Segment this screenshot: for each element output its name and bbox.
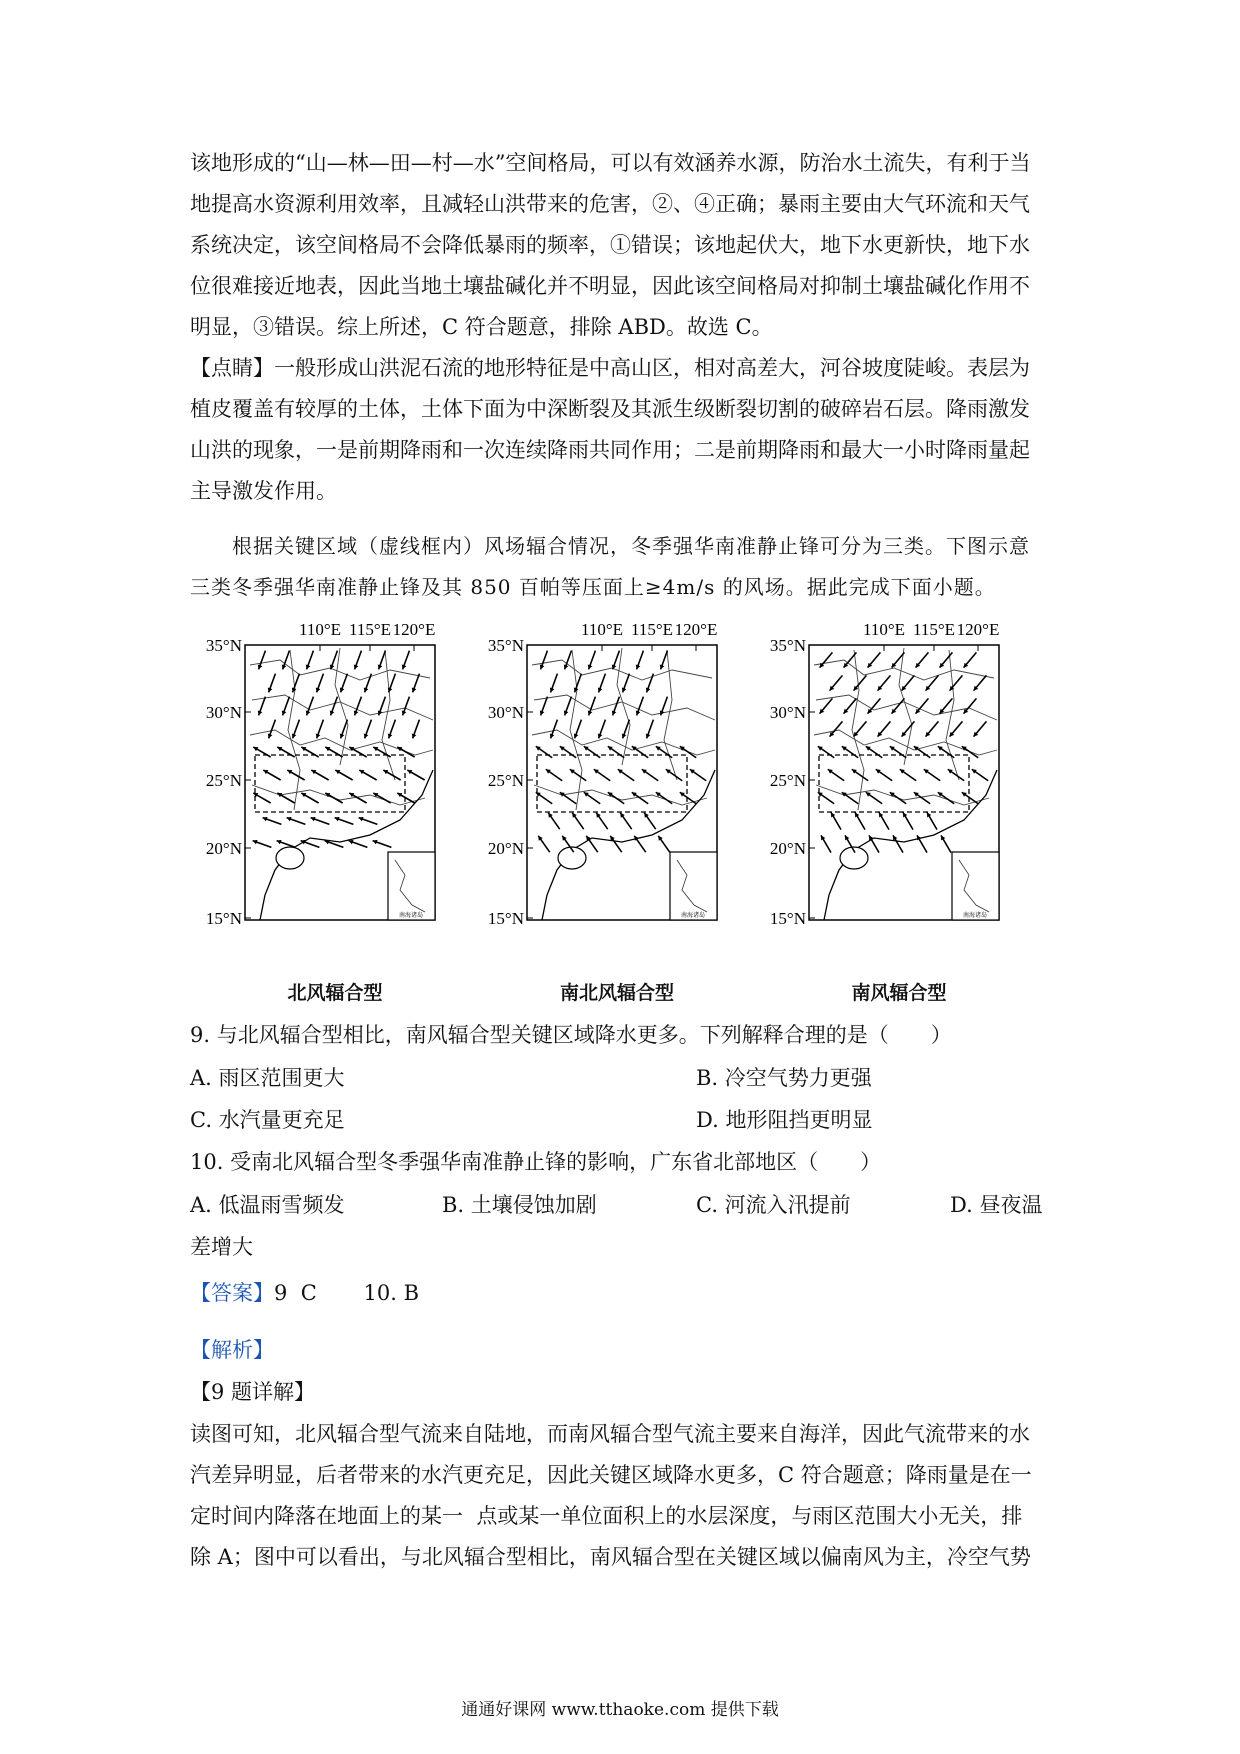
lat-label: 35°N [769, 636, 806, 655]
lat-label: 20°N [487, 839, 524, 858]
question-10-stem: 10. 受南北风辐合型冬季强华南准静止锋的影响，广东省北部地区（ ） [190, 1150, 882, 1174]
jiexi-label: 【解析】 [190, 1338, 274, 1362]
map-figure [754, 620, 1044, 975]
lon-label: 120°E [674, 620, 718, 639]
q10-option-b: B. 土壤侵蚀加剧 [442, 1193, 597, 1217]
lat-label: 15°N [205, 909, 242, 928]
dianjing-paragraph [190, 348, 1060, 512]
answer-text: 9 C 10. B [274, 1281, 420, 1305]
map-caption: 北风辐合型 [287, 982, 383, 1004]
text-line: 除 A；图中可以看出，与北风辐合型相比，南风辐合型在关键区域以偏南风为主，冷空气势 [190, 1545, 1031, 1569]
text-line: 汽差异明显，后者带来的水汽更充足，因此关键区域降水更多，C 符合题意；降雨量是在一 [190, 1463, 1032, 1487]
text-line: 系统决定，该空间格局不会降低暴雨的频率，①错误；该地起伏大，地下水更新快，地下水 [190, 233, 1030, 257]
intro-line: 三类冬季强华南准静止锋及其 850 百帕等压面上≥4m/s 的风场。据此完成下面小题。 [190, 575, 996, 599]
answer-label: 【答案】 [190, 1281, 274, 1305]
question-intro [190, 526, 1060, 608]
lat-label: 30°N [487, 703, 524, 722]
text-line: 主导激发作用。 [190, 479, 337, 503]
q9-option-c: C. 水汽量更充足 [190, 1108, 345, 1132]
text-line: 定时间内降落在地面上的某一 点或某一单位面积上的水层深度，与雨区范围大小无关，排 [190, 1504, 1023, 1528]
lon-label: 120°E [956, 620, 1000, 639]
inset-label: 南海诸岛 [962, 913, 988, 919]
lon-label: 115°E [912, 620, 956, 639]
text-line: 地提高水资源利用效率，且减轻山洪带来的危害，②、④正确；暴雨主要由大气环流和天气 [190, 192, 1030, 216]
lon-label: 110°E [862, 620, 906, 639]
inset-label: 南海诸岛 [680, 913, 706, 919]
q10-option-a: A. 低温雨雪频发 [190, 1193, 345, 1217]
lon-label: 115°E [348, 620, 392, 639]
map-south-convergence [754, 620, 1044, 1015]
south-china-sea-inset [670, 852, 717, 920]
text-line: 山洪的现象，一是前期降雨和一次连续降雨共同作用；二是前期降雨和最大一小时降雨量起 [190, 438, 1030, 462]
text-line: 位很难接近地表，因此当地土壤盐碱化并不明显，因此该空间格局对抑制土壤盐碱化作用不 [190, 274, 1030, 298]
text-line: 明显，③错误。综上所述，C 符合题意，排除 ABD。故选 C。 [190, 315, 773, 339]
text-line: 读图可知，北风辐合型气流来自陆地，而南风辐合型气流主要来自海洋，因此气流带来的水 [190, 1422, 1030, 1446]
lat-label: 30°N [205, 703, 242, 722]
q9-option-a: A. 雨区范围更大 [190, 1066, 345, 1090]
q9-option-b: B. 冷空气势力更强 [696, 1066, 872, 1090]
map-caption: 南风辐合型 [851, 982, 947, 1004]
lon-label: 110°E [580, 620, 624, 639]
q9-option-d: D. 地形阻挡更明显 [696, 1108, 873, 1132]
map-figure [190, 620, 480, 975]
text-line: 植皮覆盖有较厚的土体，土体下面为中深断裂及其派生级断裂切割的破碎岩石层。降雨激发 [190, 397, 1030, 421]
south-china-sea-inset [952, 852, 999, 920]
q10-option-d-continued: 差增大 [190, 1235, 253, 1259]
explanation-paragraph [190, 143, 1060, 348]
map-north-convergence [190, 620, 480, 1015]
lat-label: 35°N [205, 636, 242, 655]
q10-option-c: C. 河流入汛提前 [696, 1193, 851, 1217]
page-footer: 通通好课网 www.tthaoke.com 提供下载 [461, 1700, 779, 1720]
lat-label: 15°N [769, 909, 806, 928]
lat-label: 20°N [205, 839, 242, 858]
wind-field-maps [190, 620, 1070, 1015]
detail-paragraph [190, 1414, 1060, 1578]
map-caption: 南北风辐合型 [559, 982, 674, 1004]
lat-label: 25°N [769, 771, 806, 790]
map-north-south-convergence [472, 620, 762, 1015]
q10-option-d: D. 昼夜温 [950, 1193, 1043, 1217]
text-line: 该地形成的“山—林—田—村—水”空间格局，可以有效涵养水源，防治水土流失，有利于当 [190, 151, 1031, 175]
lat-label: 30°N [769, 703, 806, 722]
lat-label: 25°N [205, 771, 242, 790]
intro-line: 根据关键区域（虚线框内）风场辐合情况，冬季强华南准静止锋可分为三类。下图示意 [232, 534, 1030, 558]
question-9-stem: 9. 与北风辐合型相比，南风辐合型关键区域降水更多。下列解释合理的是（ ） [190, 1023, 952, 1047]
lon-label: 110°E [298, 620, 342, 639]
lat-label: 20°N [769, 839, 806, 858]
lat-label: 15°N [487, 909, 524, 928]
lat-label: 35°N [487, 636, 524, 655]
hainan-island [276, 847, 304, 869]
dianjing-label: 【点睛】 [190, 356, 274, 380]
inset-label: 南海诸岛 [398, 913, 424, 919]
lat-label: 25°N [487, 771, 524, 790]
dianjing-text: 一般形成山洪泥石流的地形特征是中高山区，相对高差大，河谷坡度陡峻。表层为 [274, 356, 1030, 380]
lon-label: 120°E [392, 620, 436, 639]
answer-line [190, 1273, 419, 1314]
map-figure [472, 620, 762, 975]
south-china-sea-inset [388, 852, 435, 920]
lon-label: 115°E [630, 620, 674, 639]
detail-label: 【9 题详解】 [190, 1380, 316, 1404]
text-line [190, 348, 1060, 389]
